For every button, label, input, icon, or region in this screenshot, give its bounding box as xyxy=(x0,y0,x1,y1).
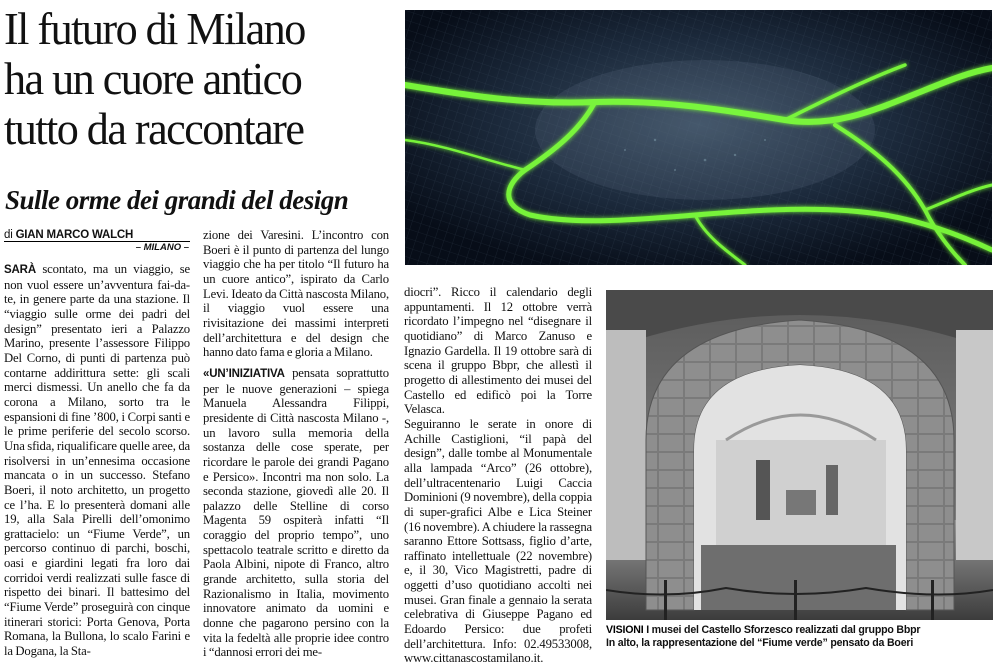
column-3-paragraph-1: diocri”. Ricco il calendario degli appuntamenti. Il 12 ottobre verrà ricordato l’impegno nel “disegnare il quotidiano” di Marco Zanuso e Ignazio Gardella. Il 19 ottobre sarà di scena il gruppo Bbpr, che allestì il progetto di allestimento dei musei del Castello ed edificò poi la Torre Velasca. xyxy=(404,285,592,417)
column-2-text: pensata soprattutto per le nuove generazioni – spiega Manuela Alessandra Filippi, presidente di Città nascosta Milano -, un lavoro sulla memoria della sostanza delle cose sperate, per ricordare le parole dei grandi Pagano e Persico». Incontri ma non solo. La seconda stazione, giovedì alle 20. Il palazzo delle Stelline di corso Magenta 59 ospiterà infatti “Il coraggio del proprio tempo”, uno spettacolo teatrale scritto e diretto da Paola Albini, nipote di Franco, altro grande architetto, sulla storia del Razionalismo in Italia, movimento innovatore animato da uomini e donne che pagarono persino con la vita la fedeltà alle proprie idee contro i “dannosi errori dei me- xyxy=(203,365,389,660)
caption-line-1: I musei del Castello Sforzesco realizzati dal gruppo Bbpr xyxy=(643,624,921,636)
article-column-1 xyxy=(4,262,190,659)
article-column-2 xyxy=(203,228,389,660)
column-2-paragraph-2 xyxy=(203,366,389,660)
column-2-paragraph-1: zione dei Varesini. L’incontro con Boeri è il punto di partenza del lungo viaggio che ha per titolo “Il futuro ha un cuore antico”, ispirato da Carlo Levi. Ideato da Città nascosta Milano, il viaggio vuol essere una rivisitazione dei massimi interpreti dell’architettura e del design che hanno dato fama e gloria a Milano. xyxy=(203,228,389,360)
caption-line-2: In alto, la rappresentazione del “Fiume verde” pensato da Boeri xyxy=(606,637,914,649)
headline-line-2: ha un cuore antico xyxy=(4,53,302,104)
column-1-lead: SARÀ xyxy=(4,264,36,276)
castle-arch-image xyxy=(606,290,993,620)
photo-caption xyxy=(606,624,996,650)
byline xyxy=(4,229,192,241)
column-1-text: scontato, ma un viaggio, se non vuol essere un’avventura fai-da-te, in genere parte da una stazione. Il “viaggio sulle orme dei padri del design” presentato ieri a Palazzo Marino, presente l’assessore Filippo Del Corno, di punti di partenza può contarne addirittura sette: gli scali merci dismessi. Un anello che fa da corona a Milano, sorto tra le espansioni di fine ’800, i Corpi santi e le prime periferie del secolo scorso. Una sfida, riqualificare quelle aree, da risolversi in un’ennesima occasione mancata o in un successo. Stefano Boeri, il noto architetto, un progetto ce l’ha. E lo presenterà domani alle 19, alla Sala Pirelli dell’omonimo grattacielo: un “Fiume Verde”, un percorso continuo di parchi, boschi, oasi e giardini legati fra loro dai corridoi verdi realizzati sulle fasce di rispetto dei binari. Il battesimo del “Fiume Verde” proseguirà con cinque itinerari storici: Porta Genova, Porta Romana, la Bullona, lo scalo Farini e la Dogana, la Sta- xyxy=(4,262,190,659)
caption-label: VISIONI xyxy=(606,624,644,636)
headline xyxy=(4,4,383,154)
headline-line-3: tutto da raccontare xyxy=(4,103,304,154)
column-3-paragraph-2: Seguiranno le serate in onore di Achille Castiglioni, “il papà del design”, dalle tombe al Monumentale alla lampada “Arco” (26 ottobre), dell’ultracentenario Luigi Caccia Dominioni (9 novembre), della coppia di super-grafici Albe e Lica Steiner (16 novembre). A chiudere la rassegna saranno Ettore Sottsass, figlio d’arte, raffinato intellettuale (22 novembre) e, il 30, Vico Magistretti, padre di oggetti d’uso quotidiano accolti nei musei. Gran finale a gennaio la serata celebrativa di Giuseppe Pagano ed Edoardo Persico: due profeti dell’architettura. Info: 02.49533008, www.cittanascostamilano.it. xyxy=(404,416,592,666)
aerial-map-graphic xyxy=(405,10,992,265)
headline-line-1: Il futuro di Milano xyxy=(4,3,305,54)
column-1-paragraph xyxy=(4,262,190,659)
aerial-map-image xyxy=(405,10,992,265)
castle-arch-graphic xyxy=(606,290,993,620)
subheadline: Sulle orme dei grandi del design xyxy=(5,185,349,215)
byline-author: GIAN MARCO WALCH xyxy=(15,229,134,241)
byline-prefix: di xyxy=(4,229,13,241)
column-2-lead: «UN’INIZIATIVA xyxy=(203,367,285,380)
dateline: – MILANO – xyxy=(135,242,189,253)
article-column-3 xyxy=(404,285,592,666)
